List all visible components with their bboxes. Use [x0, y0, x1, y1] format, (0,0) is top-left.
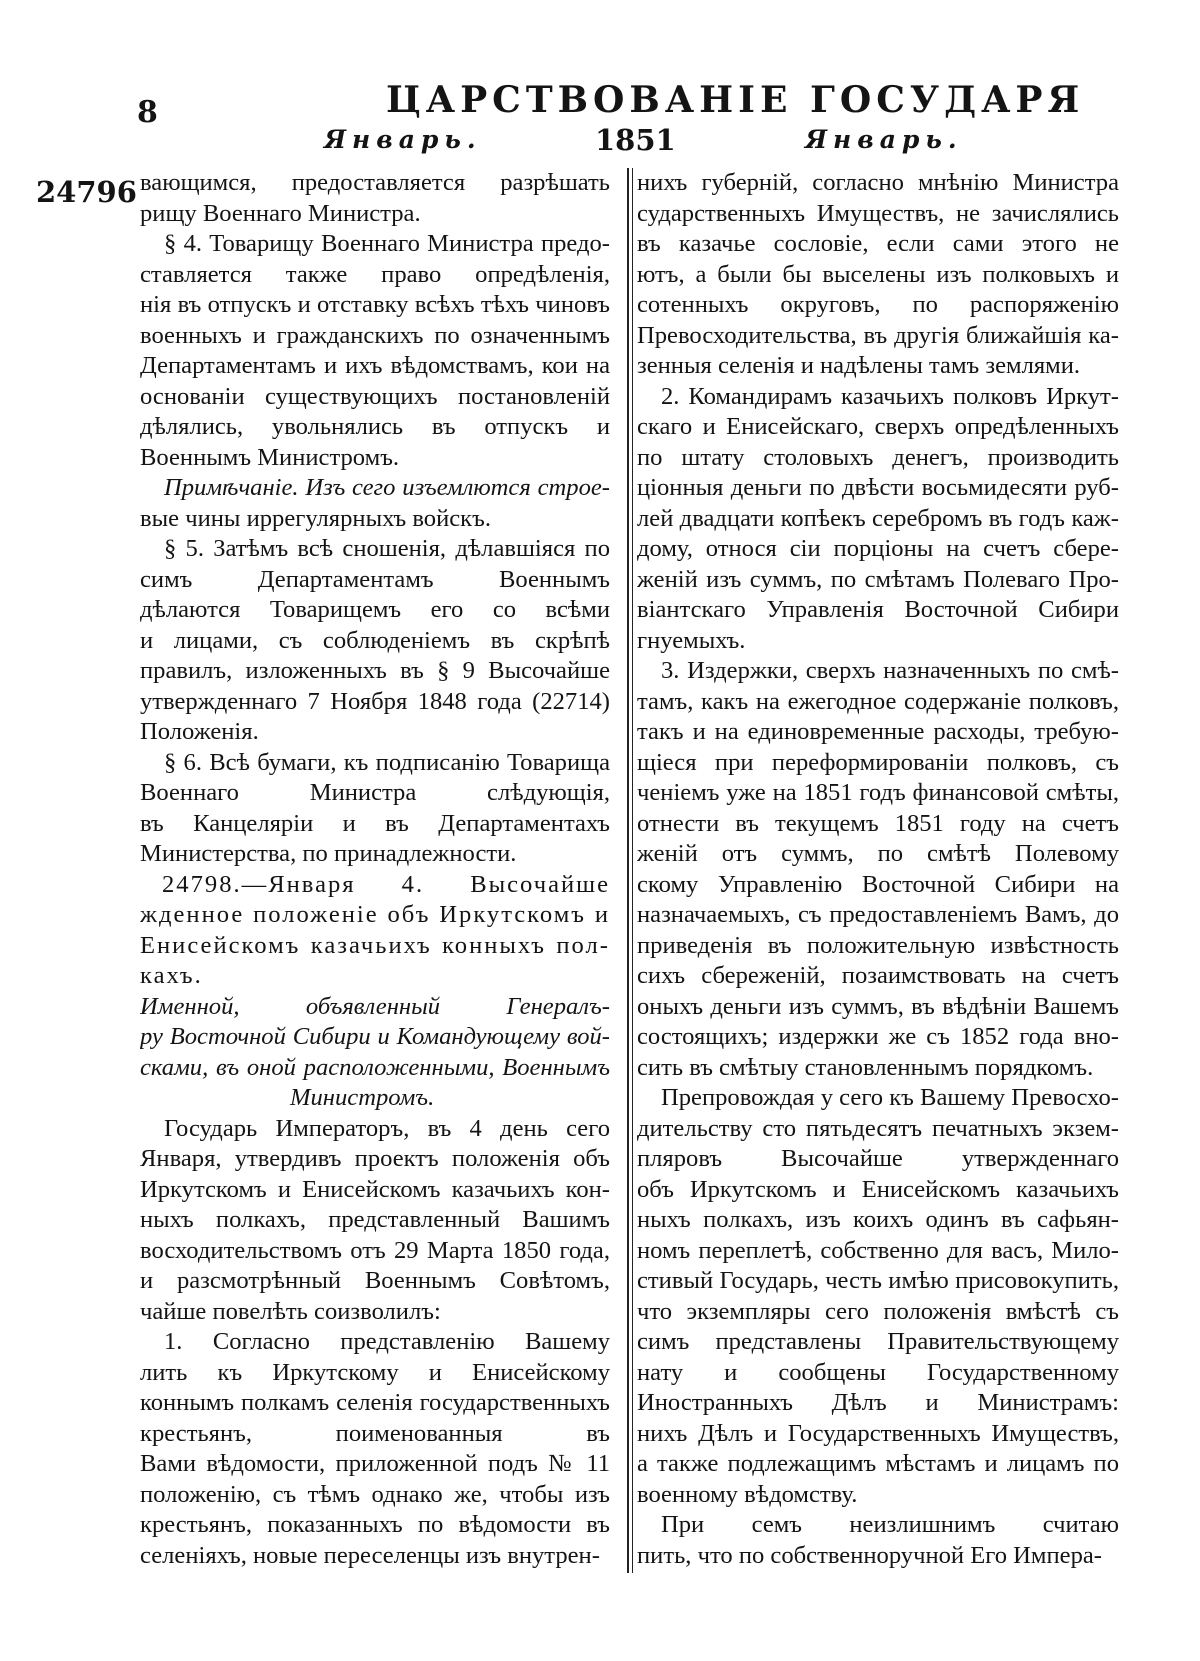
text-line: При семъ неизлишнимъ считаю: [661, 1511, 1119, 1538]
text-line: нихъ Дѣлъ и Государственныхъ Имуществъ,: [637, 1419, 1119, 1447]
text-line: ченіемъ уже на 1851 годъ финансовой смѣты,: [637, 779, 1119, 806]
column-divider: [627, 168, 633, 1573]
text-line: что экземпляры сего положенія вмѣстѣ съ: [637, 1297, 1119, 1325]
text-line: въ Канцеляріи и въ Департаментахъ: [140, 809, 610, 837]
text-line: пляровъ Высочайше утвержденнаго: [637, 1145, 1119, 1172]
text-line: щіеся при переформированіи полковъ, съ: [637, 748, 1119, 776]
text-line: и разсмотрѣнный Военнымъ Совѣтомъ,: [140, 1267, 610, 1294]
text-line: Именной, объявленный Генералъ-: [140, 992, 610, 1020]
month-right: Январь.: [805, 125, 963, 154]
text-line: ныхъ полкахъ, изъ коихъ одинъ въ сафьян-: [637, 1206, 1119, 1233]
text-line: Военнымъ Министромъ.: [140, 443, 400, 471]
text-line: оныхъ деньги изъ суммъ, въ вѣдѣніи Вашемъ: [637, 992, 1119, 1020]
year: 1851: [595, 123, 676, 157]
text-line: сками, въ оной расположенными, Военнымъ: [140, 1053, 610, 1081]
text-line: чайше повелѣть соизволилъ:: [140, 1297, 441, 1325]
text-line: номъ переплетѣ, собственно для васъ, Мило-: [637, 1236, 1119, 1264]
text-line: Вами вѣдомости, приложенной подъ № 11: [140, 1450, 610, 1477]
text-line: скаго и Енисейскаго, сверхъ опредѣленныхъ: [637, 413, 1119, 440]
text-line: назначаемыхъ, съ предоставленіемъ Вамъ, до: [637, 901, 1119, 928]
text-line: Положенія.: [140, 718, 259, 745]
text-line: Военнаго Министра слѣдующія,: [140, 779, 610, 806]
text-line: сить въ смѣтыу становленнымъ порядкомъ.: [637, 1053, 1094, 1081]
text-line: Января, утвердивъ проектъ положенія объ: [140, 1145, 610, 1172]
text-line: женій отъ суммъ, по смѣтѣ Полевому: [637, 840, 1119, 867]
month-left: Январь.: [324, 125, 482, 154]
text-line: Препровождая у сего къ Вашему Превосхо-: [661, 1084, 1119, 1111]
text-line: стивый Государь, честь имѣю присовокупить,: [637, 1267, 1119, 1294]
text-line: нату и сообщены Государственному: [637, 1358, 1119, 1386]
text-line: а также подлежащимъ мѣстамъ и лицамъ по: [637, 1450, 1119, 1477]
text-line: выe чины иррегулярныхъ войскъ.: [140, 504, 491, 532]
text-line: нія въ отпускъ и отставку всѣхъ тѣхъ чиновъ: [140, 291, 610, 318]
text-line: Примѣчаніе. Изъ сего изъемлются строе-: [164, 474, 610, 501]
right-column: [637, 168, 1119, 1571]
left-column: [140, 168, 610, 1571]
text-line: военныхъ и гражданскихъ по означеннымъ: [140, 321, 610, 349]
text-line: и лицами, съ соблюденіемъ въ скрѣпѣ: [140, 626, 610, 654]
text-line: 2. Командирамъ казачьихъ полковъ Иркут-: [661, 382, 1119, 410]
text-line: въ казачье сословіе, если сами этого не: [637, 230, 1119, 257]
text-line: сихъ сбереженій, позаимствовать на счетъ: [637, 962, 1119, 989]
text-line: дому, относя сіи порціоны на счетъ сбере-: [637, 535, 1119, 562]
text-line: жденное положеніе объ Иркутскомъ и: [140, 901, 610, 928]
text-line: ру Восточной Сибири и Командующему вой-: [140, 1023, 610, 1050]
text-line: 24798.—Января 4. Высочайше: [162, 870, 610, 898]
text-line: лей двадцати копѣекъ серебромъ въ годъ каж-: [637, 504, 1119, 532]
text-line: Иркутскомъ и Енисейскомъ казачьихъ кон-: [140, 1175, 610, 1203]
text-line: восходительствомъ отъ 29 Марта 1850 года,: [140, 1236, 610, 1264]
text-line: лить къ Иркутскому и Енисейскому: [140, 1358, 610, 1386]
text-line: основаніи существующихъ постановленій: [140, 382, 610, 410]
text-line: состоящихъ; издержки же съ 1852 года вно-: [637, 1023, 1119, 1050]
text-line: крестьянъ, показанныхъ по вѣдомости въ: [140, 1511, 610, 1538]
text-line: ціонныя деньги по двѣсти восьмидесяти руб-: [637, 474, 1119, 501]
running-head-title: ЦАРСТВОВАНІЕ ГОСУДАРЯ: [386, 79, 1085, 121]
text-line: Департаментамъ и ихъ вѣдомствамъ, кои на: [140, 352, 610, 379]
text-line: сотенныхъ округовъ, по распоряженію: [637, 291, 1119, 318]
text-line: Превосходительства, въ другія ближайшія ка-: [637, 321, 1119, 349]
text-line: Министерства, по принадлежности.: [140, 840, 517, 867]
text-line: сударственныхъ Имуществъ, не зачислялись: [637, 199, 1119, 227]
text-line: правилъ, изложенныхъ въ § 9 Высочайше: [140, 657, 610, 684]
text-line: крестьянъ, поименованныя въ: [140, 1419, 610, 1447]
text-line: 3. Издержки, сверхъ назначенныхъ по смѣ-: [661, 657, 1119, 684]
text-line: дѣлаются Товарищемъ его со всѣми: [140, 596, 610, 623]
text-line: ставляется также право опредѣленія,: [140, 260, 610, 288]
text-line: утвержденнаго 7 Ноября 1848 года (22714): [140, 687, 610, 715]
text-line: отнести въ текущемъ 1851 году на счетъ: [637, 809, 1119, 837]
text-line: положенію, съ тѣмъ однако же, чтобы изъ: [140, 1480, 610, 1508]
text-line: Енисейскомъ казачьихъ конныхъ пол-: [140, 931, 610, 959]
text-line: гнуемыхъ.: [637, 626, 746, 654]
text-line: кахъ.: [140, 962, 203, 989]
text-line: симъ Департаментамъ Военнымъ: [140, 565, 610, 593]
margin-document-number: 24796: [36, 175, 137, 209]
text-line: дительству сто пятьдесятъ печатныхъ экзем-: [637, 1114, 1119, 1142]
text-line: ныхъ полкахъ, представленный Вашимъ: [140, 1206, 610, 1233]
text-line: рищу Военнаго Министра.: [140, 199, 421, 227]
text-line: объ Иркутскомъ и Енисейскомъ казачьихъ: [637, 1175, 1119, 1203]
page-number: 8: [137, 95, 158, 130]
text-line: женій изъ суммъ, по смѣтамъ Полеваго Про-: [637, 565, 1119, 593]
text-line: Иностранныхъ Дѣлъ и Министрамъ:: [637, 1389, 1119, 1416]
text-line: Государь Императоръ, въ 4 день сего: [164, 1114, 610, 1142]
text-line: зенныя селенія и надѣлены тамъ землями.: [637, 352, 1081, 379]
text-line: по штату столовыхъ денегъ, производить: [637, 443, 1119, 471]
text-line: скому Управленію Восточной Сибири на: [637, 870, 1119, 898]
text-line: Министромъ.: [290, 1084, 435, 1111]
text-line: вающимся, предоставляется разрѣшать: [140, 169, 610, 196]
text-line: симъ представлены Правительствующему: [637, 1328, 1119, 1355]
text-line: 1. Согласно представленію Вашему: [164, 1328, 610, 1355]
text-line: дѣлялись, увольнялись въ отпускъ и: [140, 413, 610, 440]
text-line: нихъ губерній, согласно мнѣнію Министра: [637, 169, 1119, 196]
text-line: пить, что по собственноручной Его Импера-: [637, 1541, 1102, 1569]
text-line: віантскаго Управленія Восточной Сибири: [637, 596, 1119, 623]
text-line: коннымъ полкамъ селенія государственныхъ: [140, 1389, 610, 1416]
text-line: § 5. Затѣмъ всѣ сношенія, дѣлавшіяся по: [164, 535, 610, 562]
text-line: селеніяхъ, новые переселенцы изъ внутрен-: [140, 1541, 600, 1569]
text-line: § 6. Всѣ бумаги, къ подписанію Товарища: [164, 748, 610, 776]
text-line: § 4. Товарищу Военнаго Министра предо-: [164, 230, 610, 257]
text-line: военному вѣдомству.: [637, 1480, 858, 1508]
text-line: приведенія въ положительную извѣстность: [637, 931, 1119, 959]
text-line: тамъ, какъ на ежегодное содержаніе полковъ,: [637, 687, 1119, 715]
text-line: ютъ, а были бы выселены изъ полковыхъ и: [637, 260, 1119, 288]
text-line: такъ и на единовременные расходы, требую-: [637, 718, 1119, 745]
